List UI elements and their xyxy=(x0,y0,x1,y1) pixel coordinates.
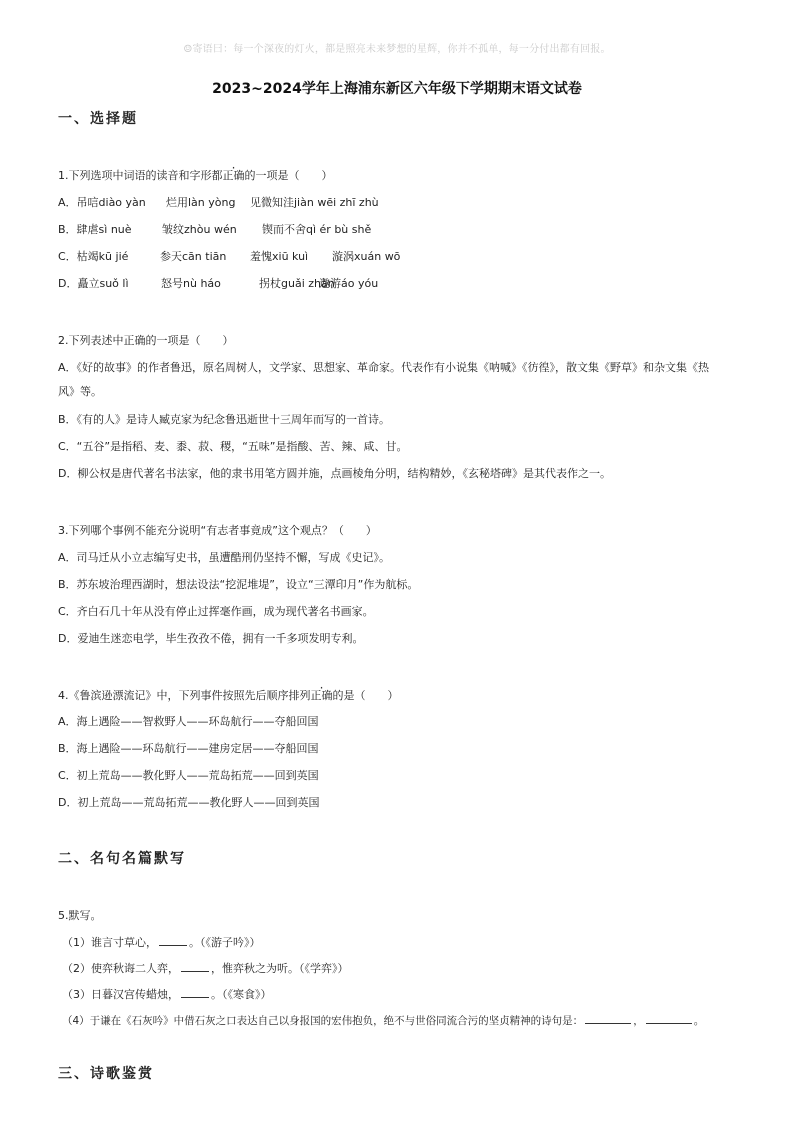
question-1-stem-part: 1.下列选项中词语的读音和字形都 xyxy=(58,169,223,182)
question-2-option-d[interactable]: D．柳公权是唐代著名书法家，他的隶书用笔方圆并施，点画棱角分明，结构精妙，《玄秘塔碑》是其代表作之一。 xyxy=(58,467,611,480)
item-text: （2）使弈秋诲二人弈， xyxy=(62,962,179,975)
answer-blank[interactable] xyxy=(181,987,209,998)
page-title: 2023~2024学年上海浦东新区六年级下学期期末语文试卷 xyxy=(212,81,582,97)
item-text: 。 xyxy=(693,1015,705,1027)
question-5-item-2 xyxy=(62,961,349,977)
item-text: 。（《寒食》） xyxy=(211,988,272,1001)
question-3-stem: 3.下列哪个事例不能充分说明“有志者事竟成”这个观点？（ ） xyxy=(58,524,377,537)
answer-blank[interactable] xyxy=(585,1013,631,1024)
option-term: 锲而不舍qì ér bù shě xyxy=(262,223,372,236)
item-text: （3）日暮汉宫传蜡烛， xyxy=(62,988,179,1001)
answer-blank[interactable] xyxy=(646,1013,692,1024)
question-1-option-c[interactable] xyxy=(58,249,400,265)
item-text: （1）谁言寸草心， xyxy=(62,936,157,949)
option-term: C．枯竭kū jié xyxy=(58,250,129,263)
question-2-option-a-continued[interactable]: 风》等。 xyxy=(58,385,102,398)
item-text: （4）于谦在《石灰吟》中借石灰之口表达自己以身报国的宏伟抱负，绝不与世俗同流合污的坚贞精神的诗句是： xyxy=(62,1015,584,1027)
question-5-item-1 xyxy=(62,935,261,951)
option-term: 见微知洼jiàn wēi zhī zhù xyxy=(250,196,379,209)
question-5-item-3 xyxy=(62,987,272,1003)
option-term: A．吊唁diào yàn xyxy=(58,196,146,209)
option-term: 怒号nù háo xyxy=(161,277,221,290)
question-4-option-b[interactable]: B．海上遇险——环岛航行——建房定居——夺船回国 xyxy=(58,742,319,755)
option-term: 烂用làn yòng xyxy=(166,196,236,209)
section-heading-choice: 一、选择题 xyxy=(58,111,138,127)
item-text: ， xyxy=(633,1015,644,1027)
question-3-option-c[interactable]: C．齐白石几十年从没有停止过挥毫作画，成为现代著名书画家。 xyxy=(58,605,374,618)
option-term: 拐杖guǎi zhàn xyxy=(259,277,335,290)
question-3-option-a[interactable]: A．司马迁从小立志编写史书，虽遭酷刑仍坚持不懈，写成《史记》。 xyxy=(58,551,391,564)
question-4-option-c[interactable]: C．初上荒岛——教化野人——荒岛拓荒——回到英国 xyxy=(58,769,319,782)
emphasis-dotted-text: 正确 xyxy=(310,689,333,702)
question-2-stem: 2.下列表述中正确的一项是（ ） xyxy=(58,334,234,347)
question-3-option-b[interactable]: B．苏东坡治理西湖时，想法设法“挖泥堆堤”，设立“三潭印月”作为航标。 xyxy=(58,578,419,591)
emphasis-dotted-text: 正确 xyxy=(222,169,245,182)
question-1-stem xyxy=(58,168,333,184)
question-4-option-a[interactable]: A．海上遇险——智救野人——环岛航行——夺船回国 xyxy=(58,715,319,728)
option-term: 皱纹zhòu wén xyxy=(162,223,237,236)
question-4-stem-part: 的是（ ） xyxy=(332,689,399,702)
question-4-stem-part: 4.《鲁滨逊漂流记》中，下列事件按照先后顺序排列 xyxy=(58,689,311,702)
option-term: 漩涡xuán wō xyxy=(332,250,401,263)
question-2-option-c[interactable]: C．“五谷”是指稻、麦、黍、菽、稷，“五味”是指酸、苦、辣、咸、甘。 xyxy=(58,440,408,453)
question-2-option-a[interactable]: A．《好的故事》的作者鲁迅，原名周树人，文学家、思想家、革命家。代表作有小说集《呐喊》《彷徨》，散文集《野草》和杂文集《热 xyxy=(58,361,710,374)
answer-blank[interactable] xyxy=(159,935,187,946)
question-3-option-d[interactable]: D．爱迪生迷恋电学，毕生孜孜不倦，拥有一千多项发明专利。 xyxy=(58,632,364,645)
question-1-option-d[interactable] xyxy=(58,276,378,292)
question-1-option-a[interactable] xyxy=(58,195,379,211)
option-term: 参天cān tiān xyxy=(160,250,227,263)
section-heading-poetry: 三、诗歌鉴赏 xyxy=(58,1066,154,1082)
question-4-stem xyxy=(58,688,399,704)
question-5-stem: 5.默写。 xyxy=(58,909,102,922)
question-1-option-b[interactable] xyxy=(58,222,371,238)
question-4-option-d[interactable]: D．初上荒岛——荒岛拓荒——教化野人——回到英国 xyxy=(58,796,320,809)
item-text: ，惟弈秋之为听。（《学弈》） xyxy=(211,962,349,975)
answer-blank[interactable] xyxy=(181,961,209,972)
option-term: 遨游áo yóu xyxy=(319,277,379,290)
item-text: 。（《游子吟》） xyxy=(189,936,261,949)
option-term: B．肆虐sì nuè xyxy=(58,223,132,236)
watermark-text: ☺寄语曰：每一个深夜的灯火，都是照亮未来梦想的星辉，你并不孤单，每一分付出都有回报。 xyxy=(183,44,611,55)
question-1-stem-part: 的一项是（ ） xyxy=(244,169,333,182)
question-5-item-4 xyxy=(62,1013,704,1029)
section-heading-recitation: 二、名句名篇默写 xyxy=(58,851,186,867)
question-2-option-b[interactable]: B．《有的人》是诗人臧克家为纪念鲁迅逝世十三周年而写的一首诗。 xyxy=(58,413,391,426)
option-term: D．矗立suǒ lì xyxy=(58,277,129,290)
option-term: 羞愧xiū kuì xyxy=(250,250,309,263)
